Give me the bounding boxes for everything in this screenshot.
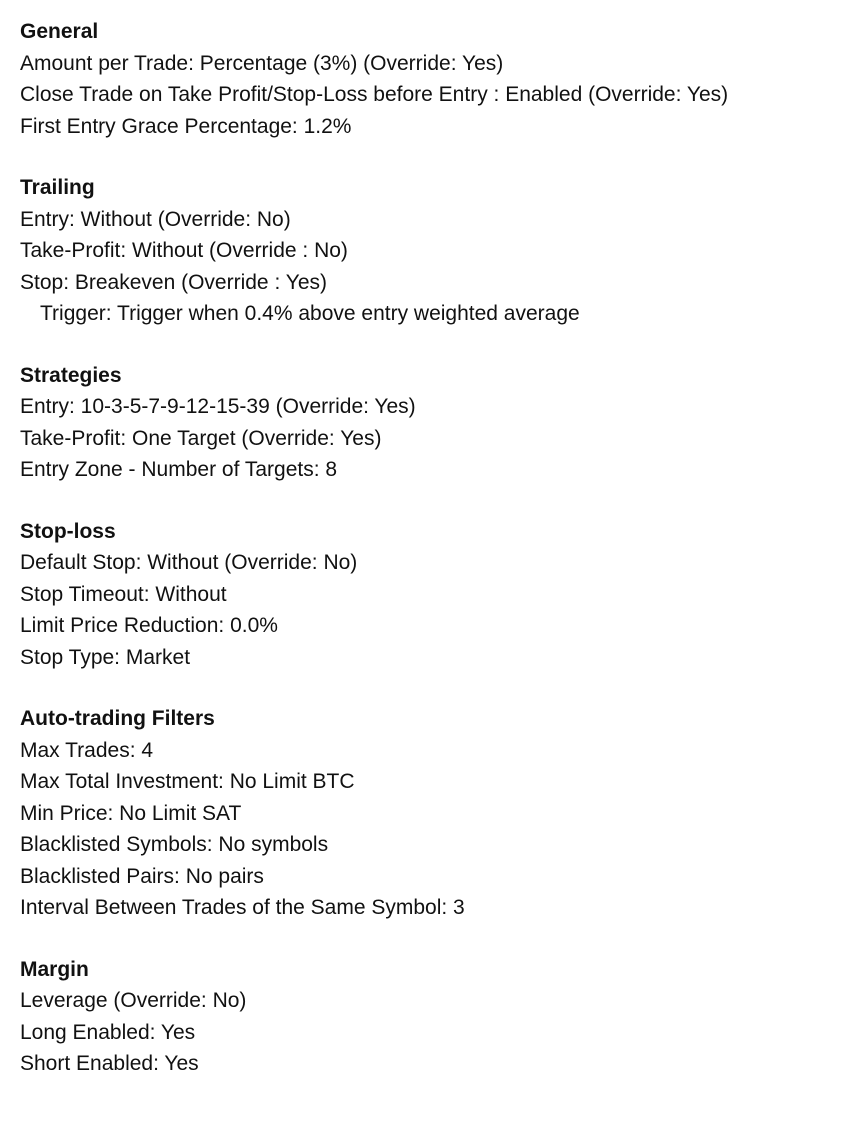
section-title: Auto-trading Filters — [20, 707, 215, 730]
setting-stop-type: Stop Type: Market — [20, 645, 191, 669]
section-title: Trailing — [20, 176, 95, 199]
setting-trailing-take-profit: Take-Profit: Without (Override : No) — [20, 239, 348, 262]
section-title: Strategies — [20, 363, 122, 387]
setting-blacklisted-symbols: Blacklisted Symbols: No symbols — [20, 833, 329, 856]
section-title: General — [20, 20, 99, 43]
section-general — [20, 16, 840, 142]
setting-trailing-trigger: Trigger: Trigger when 0.4% above entry weighted average — [40, 302, 580, 325]
setting-max-trades: Max Trades: 4 — [20, 738, 154, 762]
setting-short-enabled: Short Enabled: Yes — [20, 1052, 199, 1075]
setting-stop-timeout: Stop Timeout: Without — [20, 582, 227, 606]
setting-strategy-entry: Entry: 10-3-5-7-9-12-15-39 (Override: Yes) — [20, 395, 416, 418]
section-title: Stop-loss — [20, 519, 116, 543]
setting-blacklisted-pairs: Blacklisted Pairs: No pairs — [20, 864, 264, 888]
setting-first-entry-grace: First Entry Grace Percentage: 1.2% — [20, 114, 352, 138]
setting-amount-per-trade: Amount per Trade: Percentage (3%) (Override: Yes) — [20, 51, 504, 75]
section-stop-loss — [20, 516, 840, 674]
section-auto-trading-filters — [20, 703, 840, 924]
setting-long-enabled: Long Enabled: Yes — [20, 1020, 196, 1044]
section-title: Margin — [20, 957, 89, 981]
setting-limit-price-reduction: Limit Price Reduction: 0.0% — [20, 614, 278, 637]
setting-default-stop: Default Stop: Without (Override: No) — [20, 551, 358, 574]
setting-max-total-investment: Max Total Investment: No Limit BTC — [20, 770, 355, 793]
setting-trailing-entry: Entry: Without (Override: No) — [20, 207, 291, 231]
settings-document — [20, 16, 840, 1110]
section-strategies — [20, 360, 840, 486]
setting-leverage: Leverage (Override: No) — [20, 989, 247, 1012]
section-trailing — [20, 172, 840, 330]
setting-trailing-stop: Stop: Breakeven (Override : Yes) — [20, 270, 327, 294]
setting-min-price: Min Price: No Limit SAT — [20, 801, 242, 825]
section-margin — [20, 954, 840, 1080]
setting-interval-between-trades: Interval Between Trades of the Same Symbol: 3 — [20, 896, 465, 919]
setting-close-trade-before-entry: Close Trade on Take Profit/Stop-Loss before Entry : Enabled (Override: Yes) — [20, 83, 729, 106]
setting-strategy-take-profit: Take-Profit: One Target (Override: Yes) — [20, 426, 382, 450]
setting-entry-zone-targets: Entry Zone - Number of Targets: 8 — [20, 458, 338, 481]
